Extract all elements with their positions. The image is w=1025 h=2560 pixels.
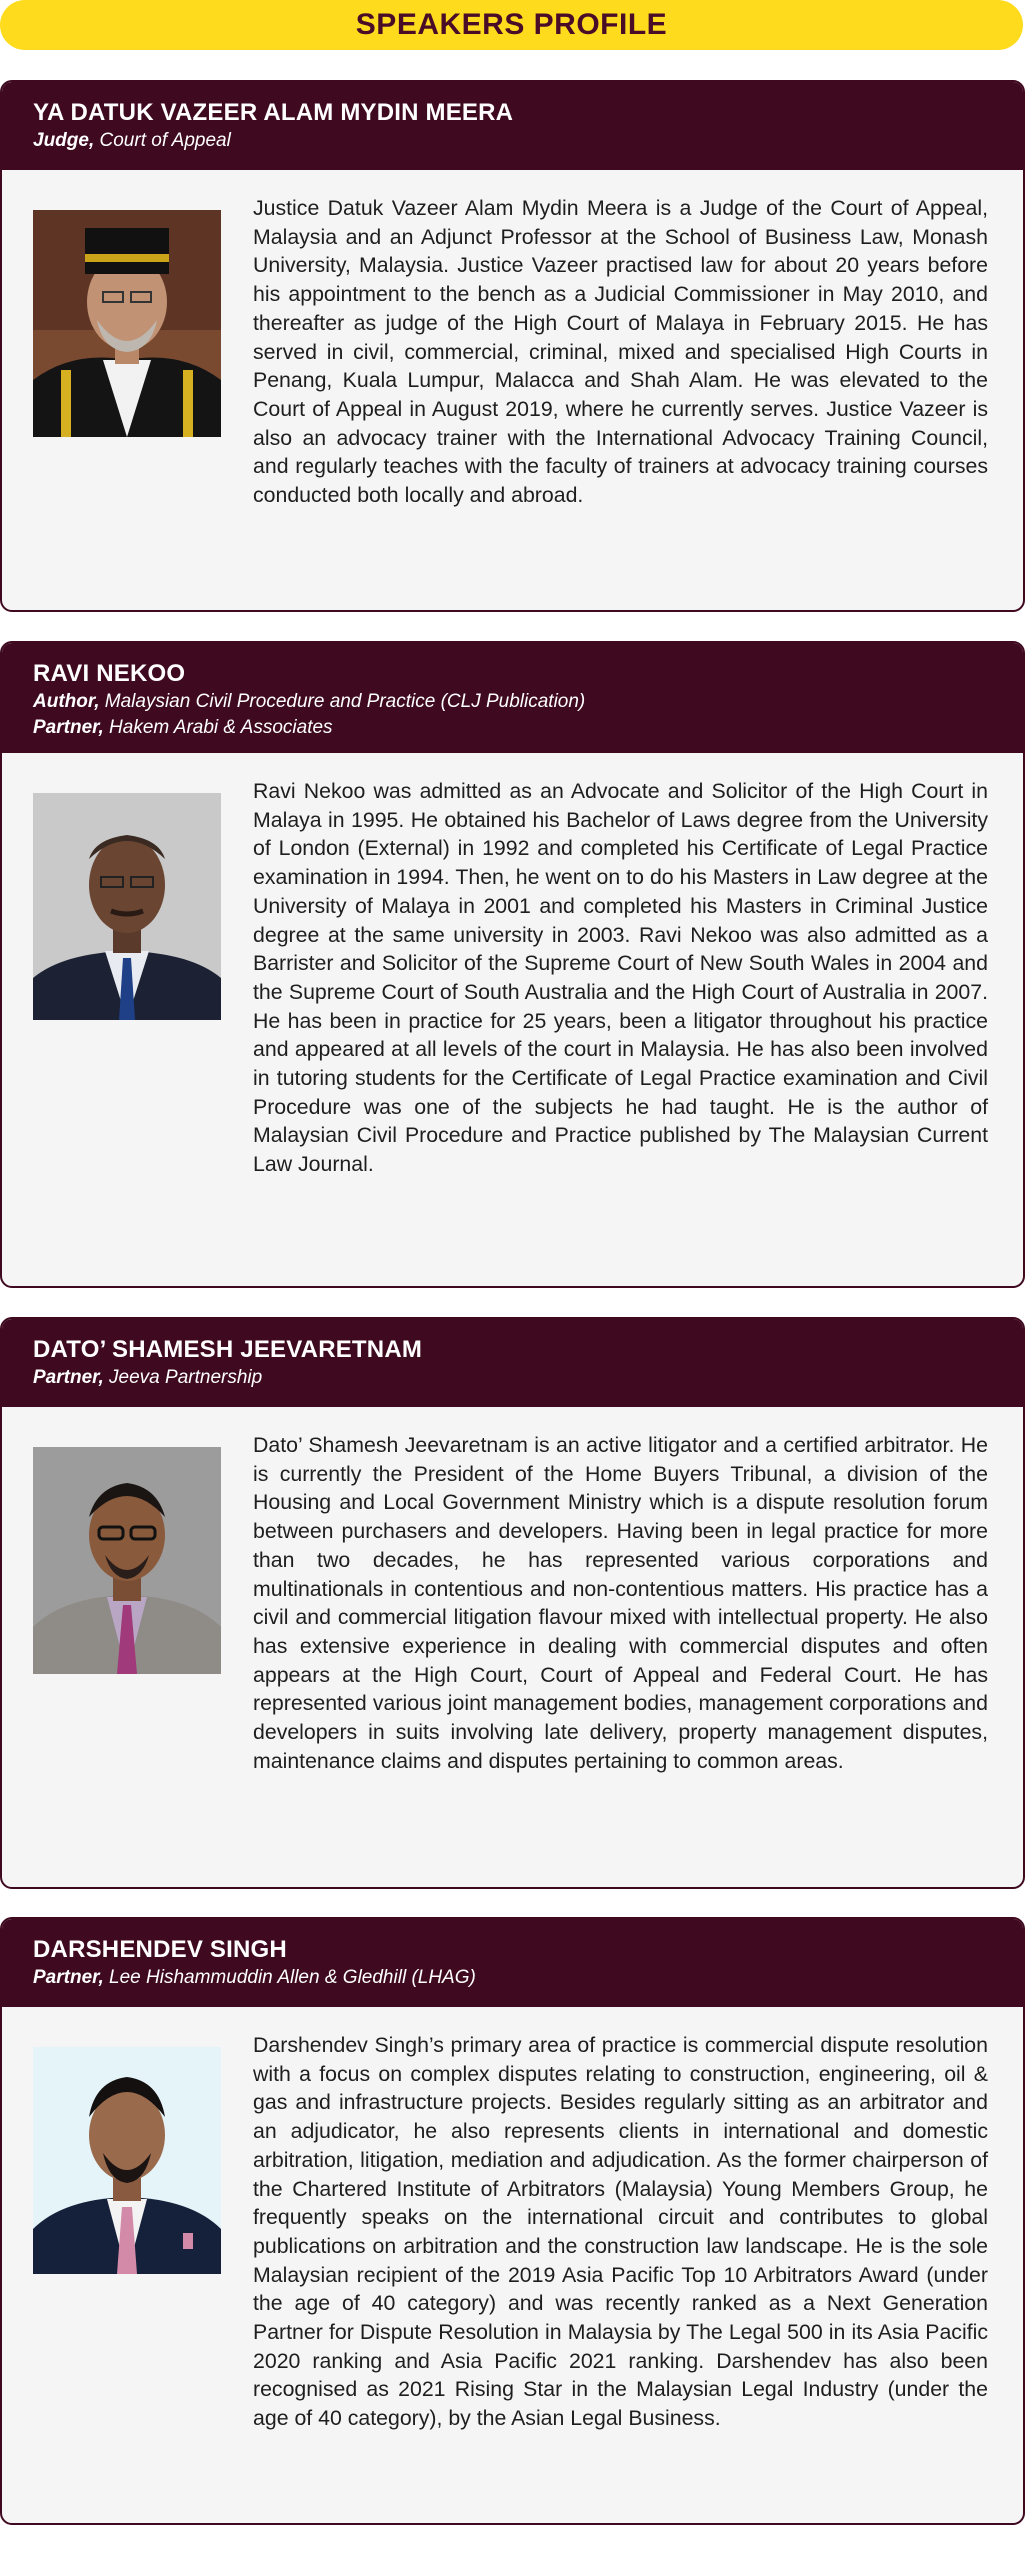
speaker-role: [33, 715, 992, 741]
role-org: Malaysian Civil Procedure and Practice (CLJ Publication): [104, 691, 586, 712]
role-org: Jeeva Partnership: [109, 1367, 263, 1388]
speaker-header: [2, 1919, 1023, 2007]
speaker-bio: Ravi Nekoo was admitted as an Advocate and Solicitor of the High Court in Malaya in 1995. He obtained his Bachelor of Laws degree from the University of London (External) in 1992 and completed his Certificate of Legal Practice examination in 1994. Then, he went on to do his Masters in Law degree at the University of Malaya in 2001 and completed his Masters in Criminal Justice degree at the same university in 2003. Ravi Nekoo was also admitted as a Barrister and Solicitor of the Supreme Court of New South Wales in 2004 and the Supreme Court of South Australia and the High Court of Australia in 2007. He has been in practice for 25 years, been a litigator throughout his practice and appeared at all levels of the court in Malaysia. He has also been involved in tutoring students for the Certificate of Legal Practice examination and Civil Procedure was one of the subjects he had taught. He is the author of Malaysian Civil Procedure and Practice published by The Malaysian Current Law Journal.: [253, 779, 988, 1177]
speaker-header: [2, 1319, 1023, 1407]
speaker-role: [33, 128, 992, 154]
role-org: Lee Hishammuddin Allen & Gledhill (LHAG): [109, 1967, 476, 1988]
speaker-role: [33, 1965, 992, 1991]
speaker-photo: [33, 1447, 221, 1674]
page-title: SPEAKERS PROFILE: [355, 8, 668, 41]
speaker-bio: Dato’ Shamesh Jeevaretnam is an active litigator and a certified arbitrator. He is currently the President of the Home Buyers Tribunal, a division of the Housing and Local Government Ministry which is a dispute resolution forum between purchasers and developers. Having been in legal practice for more than two decades, he has represented various corporations and multinationals in contentious and non-contentious matters. His practice has a civil and commercial litigation flavour mixed with intellectual property. He also has extensive experience in dealing with commercial disputes and often appears at the High Court, Court of Appeal and Federal Court. He has represented various joint management bodies, management corporations and developers in suits involving late delivery, property management disputes, maintenance claims and disputes pertaining to common areas.: [253, 1433, 988, 1773]
speaker-name: YA DATUK VAZEER ALAM MYDIN MEERA: [33, 99, 514, 126]
speaker-name: RAVI NEKOO: [33, 660, 186, 687]
role-org: Hakem Arabi & Associates: [109, 717, 333, 738]
role-title: Partner,: [33, 1367, 104, 1388]
speaker-photo: [33, 793, 221, 1020]
speaker-name: DARSHENDEV SINGH: [33, 1936, 287, 1963]
speaker-bio: Justice Datuk Vazeer Alam Mydin Meera is a Judge of the Court of Appeal, Malaysia and an Adjunct Professor at the School of Business Law, Monash University, Malaysia. Justice Vazeer practised law for about 20 years before his appointment to the bench as a Judicial Commissioner in May 2010, and thereafter as judge of the High Court of Malaya in February 2015. He has served in civil, commercial, criminal, mixed and specialised High Courts in Penang, Kuala Lumpur, Malacca and Shah Alam. He was elevated to the Court of Appeal in August 2019, where he currently serves. Justice Vazeer is also an advocacy trainer with the International Advocacy Training Council, and regularly teaches with the faculty of trainers at advocacy training courses conducted both locally and abroad.: [253, 196, 988, 508]
speaker-card: [0, 1317, 1025, 1889]
speakers-profile-banner: [0, 0, 1023, 50]
speaker-header: [2, 82, 1023, 170]
speaker-card: [0, 1917, 1025, 2525]
speaker-bio: Darshendev Singh’s primary area of practice is commercial dispute resolution with a focus on complex disputes relating to construction, engineering, oil & gas and infrastructure projects. Besides regularly sitting as an arbitrator and an adjudicator, he also represents clients in international and domestic arbitration, litigation, mediation and adjudication. As the former chairperson of the Chartered Institute of Arbitrators (Malaysia) Young Members Group, he frequently speaks on the international circuit and contributes to global publications on arbitration and the construction law landscape. He is the sole Malaysian recipient of the 2019 Asia Pacific Top 10 Arbitrators Award (under the age of 40 category) and was recently ranked as a Next Generation Partner for Dispute Resolution in Malaysia by The Legal 500 in its Asia Pacific 2020 ranking and Asia Pacific 2021 ranking. Darshendev has also been recognised as 2021 Rising Star in the Malaysian Legal Industry (under the age of 40 category), by the Asian Legal Business.: [253, 2033, 988, 2431]
darshendev-portrait: [33, 2047, 221, 2274]
speaker-photo: [33, 2047, 221, 2274]
role-title: Author,: [33, 691, 100, 712]
speaker-card: [0, 80, 1025, 612]
speaker-role: [33, 689, 992, 715]
role-title: Partner,: [33, 1967, 104, 1988]
role-title: Partner,: [33, 717, 104, 738]
role-org: Court of Appeal: [99, 130, 231, 151]
speaker-name: DATO’ SHAMESH JEEVARETNAM: [33, 1336, 423, 1363]
judge-portrait: [33, 210, 221, 437]
speaker-role: [33, 1365, 992, 1391]
speaker-photo: [33, 210, 221, 437]
shamesh-portrait: [33, 1447, 221, 1674]
speaker-header: [2, 643, 1023, 753]
ravi-portrait: [33, 793, 221, 1020]
role-title: Judge,: [33, 130, 95, 151]
speaker-card: [0, 641, 1025, 1288]
